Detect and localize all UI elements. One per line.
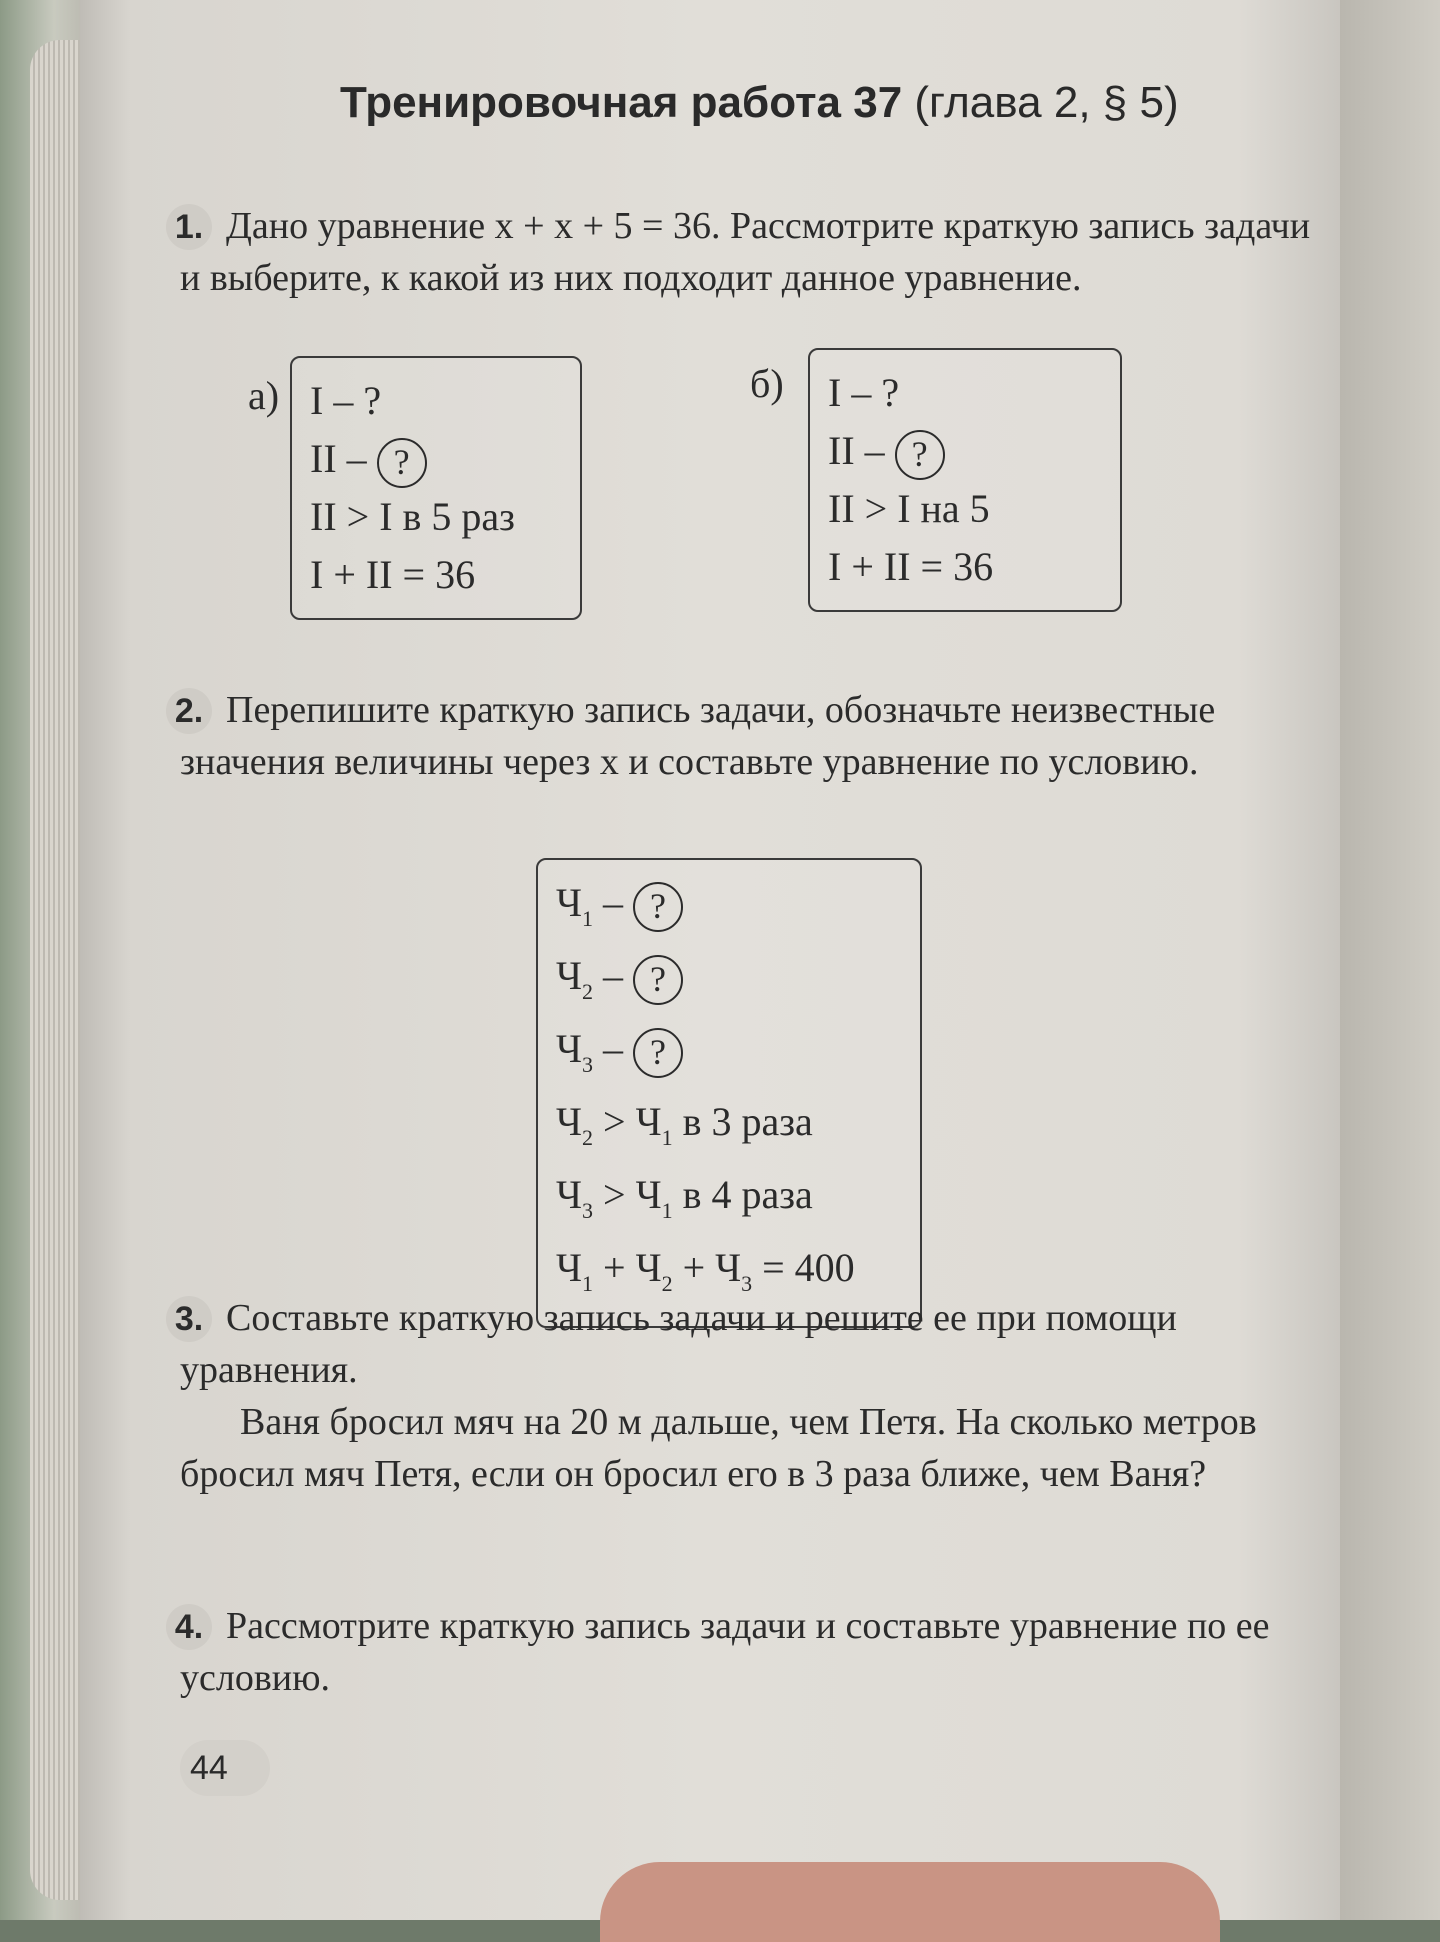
task-number: 1. (166, 204, 212, 250)
task-3 (174, 1292, 1320, 1500)
circled-question-icon: ? (633, 882, 683, 932)
box-line: I + II = 36 (828, 544, 994, 589)
box-line: $Ч_1 + Ч_2 + Ч_3 = 400$ (556, 1245, 855, 1296)
task-text: Перепишите краткую запись задачи, обозначьте неизвестные значения величины через x и составьте уравнение по условию. (180, 689, 1216, 783)
box-line: $Ч_2$ – ? (556, 947, 902, 1020)
circled-question-icon: ? (895, 430, 945, 480)
page-title: Тренировочная работа 37 (глава 2, § 5) (340, 78, 1179, 127)
option-a-box (290, 356, 582, 620)
option-b-label: б) (750, 361, 784, 406)
task-2-box (536, 858, 922, 1328)
box-line: I – ? (310, 378, 382, 423)
circled-question-icon: ? (633, 955, 683, 1005)
box-line: II – ? (828, 422, 1102, 480)
page-number: 44 (180, 1740, 270, 1796)
box-line: $Ч_1$ – ? (556, 874, 902, 947)
background-right (1330, 0, 1440, 1920)
task-number: 4. (166, 1604, 212, 1650)
box-line: I – ? (828, 370, 900, 415)
option-b-box (808, 348, 1122, 612)
task-1 (174, 200, 1320, 304)
task-number: 2. (166, 688, 212, 734)
box-line: $Ч_3 > Ч_1$ в 4 раза (556, 1172, 813, 1223)
box-line: II > I в 5 раз (310, 494, 515, 539)
task-text: Дано уравнение x + x + 5 = 36. Рассмотрите краткую запись задачи и выберите, к какой из них подходит данное уравнение. (180, 205, 1311, 299)
task-2 (174, 684, 1320, 788)
box-line: II – ? (310, 430, 562, 488)
book-page (80, 0, 1340, 1920)
task-4 (174, 1600, 1320, 1704)
box-line: I + II = 36 (310, 552, 476, 597)
circled-question-icon: ? (377, 438, 427, 488)
circled-question-icon: ? (633, 1028, 683, 1078)
task-number: 3. (166, 1296, 212, 1342)
task-text: Рассмотрите краткую запись задачи и составьте уравнение по ее условию. (180, 1605, 1270, 1699)
problem-text: Ваня бросил мяч на 20 м дальше, чем Петя. На сколько метров бросил мяч Петя, если он бросил его в 3 раза ближе, чем Ваня? (180, 1401, 1257, 1495)
box-line: $Ч_2 > Ч_1$ в 3 раза (556, 1099, 813, 1150)
task-text: Составьте краткую запись задачи и решите ее при помощи уравнения. (180, 1297, 1177, 1391)
finger (600, 1862, 1220, 1942)
box-line: II > I на 5 (828, 486, 990, 531)
box-line: $Ч_3$ – ? (556, 1020, 902, 1093)
option-a-label: а) (248, 373, 280, 418)
